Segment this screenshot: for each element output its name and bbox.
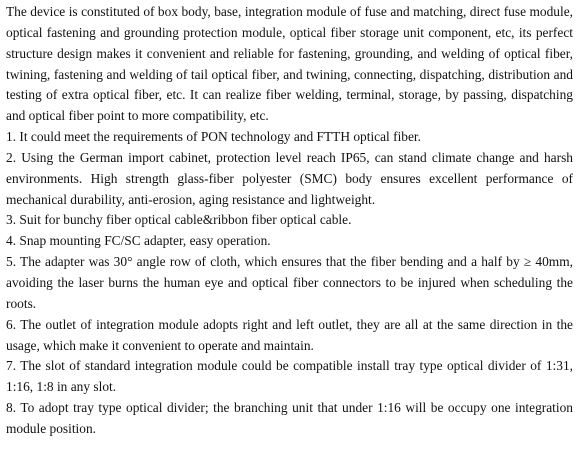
intro-paragraph: The device is constituted of box body, base, integration module of fuse and matching, direct fuse module, optical fastening and grounding protection module, optical fiber storage unit component, etc, its perfect structure design makes it convenient and reliable for fastening, grounding, and welding of optical fiber, twining, fastening and welding of tail optical fiber, and twining, connecting, dispatching, distribution and testing of extra optical fiber, etc. It can realize fiber welding, terminal, storage, by passing, dispatching and optical fiber point to more compatibility, etc. xyxy=(6,4,573,124)
feature-item-7: 7. The slot of standard integration module could be compatible install tray type optical divider of 1:31, 1:16, 1:8 in any slot. xyxy=(6,358,573,395)
feature-item-3: 3. Suit for bunchy fiber optical cable&ribbon fiber optical cable. xyxy=(6,212,352,228)
feature-item-1: 1. It could meet the requirements of PON technology and FTTH optical fiber. xyxy=(6,129,422,145)
feature-item-2: 2. Using the German import cabinet, protection level reach IP65, can stand climate change and harsh environments. High strength glass-fiber polyester (SMC) body ensures excellent performance of mechanical durability, anti-erosion, aging resistance and lightweight. xyxy=(6,149,573,207)
feature-item-4: 4. Snap mounting FC/SC adapter, easy operation. xyxy=(6,233,271,249)
feature-item-5: 5. The adapter was 30° angle row of cloth, which ensures that the fiber bending and a half by ≥ 40mm, avoiding the laser burns the human eye and optical fiber connectors to be injured when scheduling the roots. xyxy=(6,254,573,311)
feature-item-6: 6. The outlet of integration module adopts right and left outlet, they are all at the same direction in the usage, which make it convenient to operate and maintain. xyxy=(6,316,573,353)
feature-item-8: 8. To adopt tray type optical divider; the branching unit that under 1:16 will be occupy one integration module position. xyxy=(6,400,573,436)
